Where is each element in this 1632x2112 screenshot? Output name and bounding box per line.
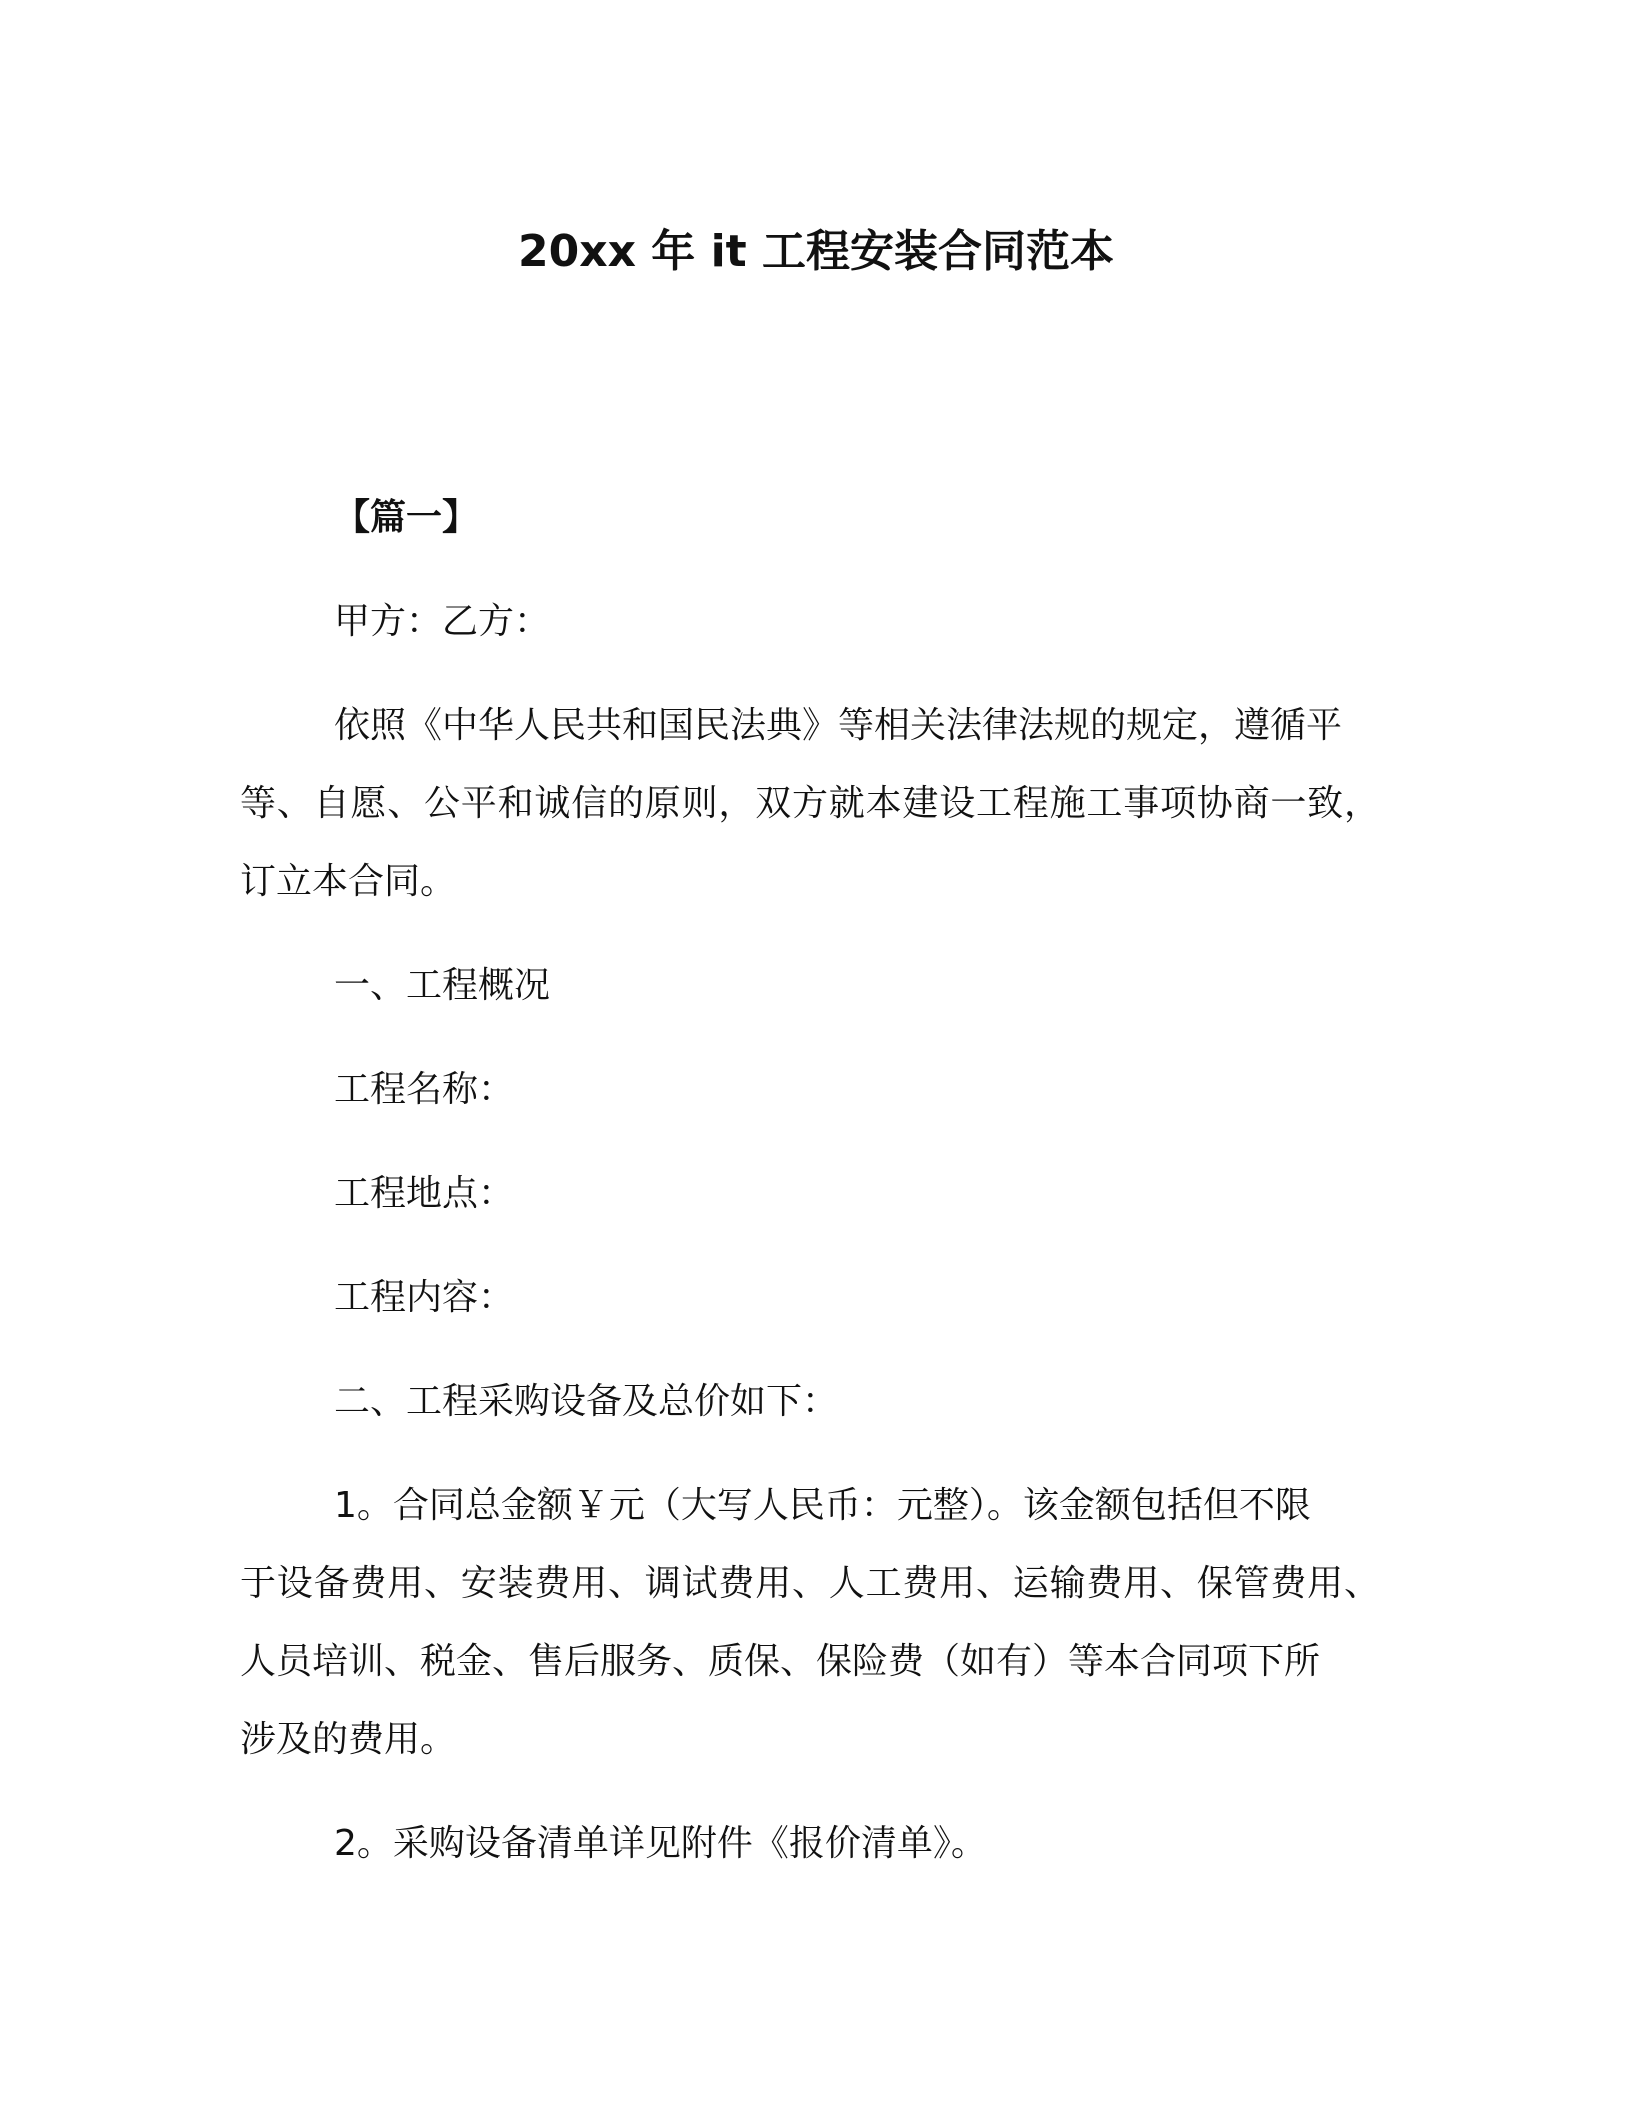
item1-line-3: 人员培训、税金、售后服务、质保、保险费（如有）等本合同项下所 bbox=[240, 1641, 1321, 1682]
part1-heading: 一、工程概况 bbox=[334, 965, 551, 1006]
intro-line-3: 订立本合同。 bbox=[240, 861, 457, 902]
project-location-label: 工程地点： bbox=[334, 1173, 515, 1214]
part2-heading: 二、工程采购设备及总价如下： bbox=[334, 1381, 839, 1422]
section-heading: 【篇一】 bbox=[334, 497, 479, 538]
parties-line: 甲方：乙方： bbox=[334, 601, 551, 642]
item1-line-4: 涉及的费用。 bbox=[240, 1719, 457, 1760]
project-name-label: 工程名称： bbox=[334, 1069, 515, 1110]
project-content-label: 工程内容： bbox=[334, 1277, 515, 1318]
item2-line: 2。采购设备清单详见附件《报价清单》。 bbox=[334, 1823, 987, 1864]
item1-line-1: 1。合同总金额￥元（大写人民币：元整）。该金额包括但不限 bbox=[334, 1485, 1311, 1526]
item1-line-2: 于设备费用、安装费用、调试费用、人工费用、运输费用、保管费用、 bbox=[240, 1563, 1380, 1604]
document-title: 20xx 年 it 工程安装合同范本 bbox=[517, 226, 1115, 277]
intro-line-2: 等、自愿、公平和诚信的原则，双方就本建设工程施工事项协商一致， bbox=[240, 783, 1380, 824]
intro-line-1: 依照《中华人民共和国民法典》等相关法律法规的规定，遵循平 bbox=[334, 705, 1343, 746]
